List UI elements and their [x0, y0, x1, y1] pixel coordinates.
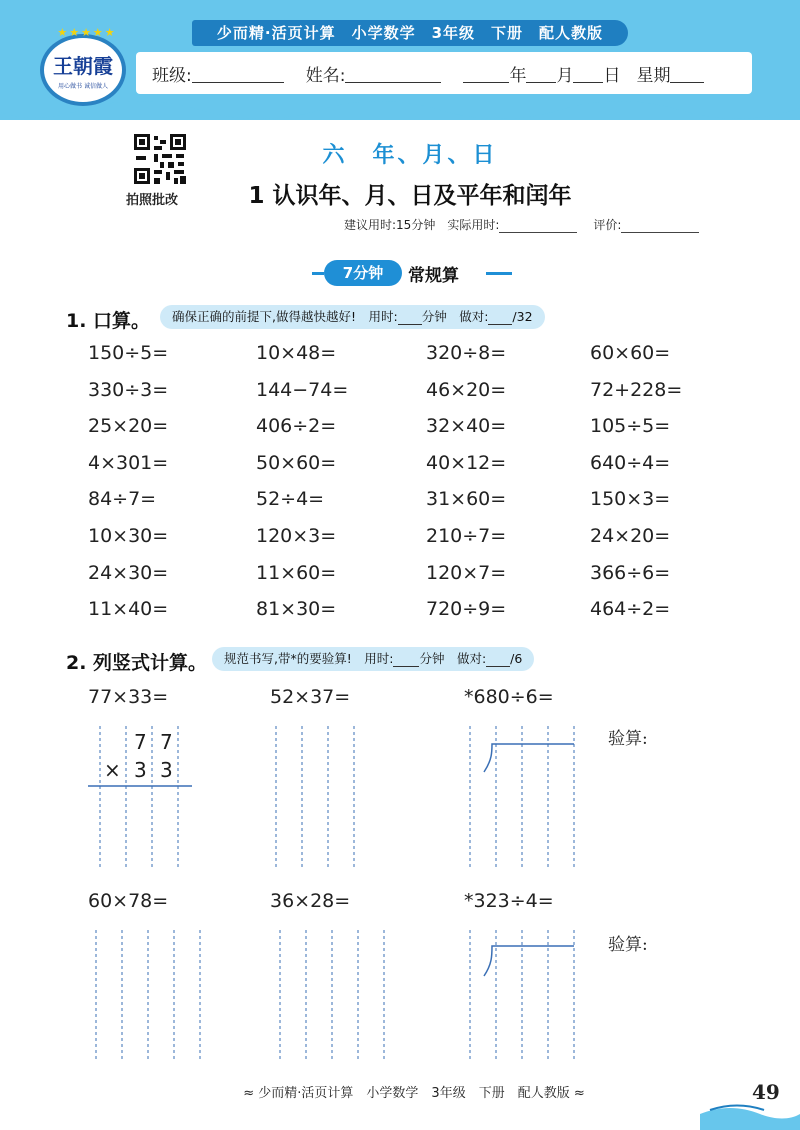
q2-note-total: /6 — [510, 651, 523, 666]
oral-problem: 31×60= — [426, 488, 507, 511]
oral-problem: 10×30= — [88, 525, 169, 547]
oral-problem: 366÷6= — [590, 561, 671, 584]
oral-problem: 210÷7= — [426, 525, 507, 547]
footer-wave — [700, 1104, 800, 1130]
vertical-problem-6: *323÷4= — [464, 890, 554, 912]
q2-note-score-label: 分钟 做对: — [419, 651, 487, 666]
page-number: 49 — [752, 1080, 780, 1104]
oral-problem: 46×20= — [426, 378, 507, 401]
day-label: 日 — [603, 65, 621, 86]
oral-problem: 60×60= — [590, 342, 671, 364]
check-label-1: 验算: — [608, 729, 648, 749]
logo-text: 王朝霞 — [53, 54, 113, 78]
oral-problem: 32×40= — [426, 415, 507, 438]
oral-problem: 25×20= — [88, 415, 169, 438]
vertical-problem-5: 36×28= — [270, 890, 351, 912]
example-bottom-digit-1: 3 — [134, 758, 147, 782]
oral-problem: 150×3= — [590, 488, 671, 511]
vertical-problem-4: 60×78= — [88, 890, 169, 912]
oral-problem: 72+228= — [590, 378, 683, 401]
q1-note-score-label: 分钟 做对: — [421, 309, 489, 324]
vertical-problem-2: 52×37= — [270, 686, 351, 708]
class-label: 班级: — [152, 65, 192, 86]
lesson-title: 1 认识年、月、日及平年和闰年 — [248, 183, 572, 209]
oral-problem: 11×60= — [256, 561, 337, 584]
oral-problem: 11×40= — [88, 598, 169, 621]
oral-problem: 81×30= — [256, 598, 337, 621]
check-label-2: 验算: — [608, 935, 648, 955]
oral-problem: 640÷4= — [590, 451, 671, 474]
logo-subtitle: 用心做书 诚信做人 — [58, 83, 108, 90]
week-label: 星期 — [636, 65, 671, 86]
example-top-digit-2: 7 — [160, 730, 173, 754]
oral-problem: 50×60= — [256, 451, 337, 474]
oral-problem: 105÷5= — [590, 415, 671, 438]
oral-problem: 330÷3= — [88, 378, 169, 401]
oral-problem: 120×7= — [426, 561, 507, 584]
section-name: 常规算 — [408, 266, 459, 286]
example-bottom-digit-2: 3 — [160, 758, 173, 782]
oral-problem: 10×48= — [256, 342, 337, 364]
suggest-time-label: 建议用时:15分钟 实际用时: — [344, 218, 500, 232]
example-operator: × — [104, 758, 121, 782]
logo-stars-icon: ★★★★★ — [57, 26, 117, 39]
q1-title: 1. 口算。 — [66, 310, 151, 332]
q2-title: 2. 列竖式计算。 — [66, 652, 208, 674]
oral-problem: 720÷9= — [426, 598, 507, 621]
footer-series: ≈ 少而精·活页计算 小学数学 3年级 下册 配人教版 ≈ — [243, 1086, 585, 1101]
series-title: 少而精·活页计算 小学数学 3年级 下册 配人教版 — [192, 20, 628, 46]
chapter-title: 六 年、月、日 — [322, 143, 498, 168]
example-top-digit-1: 7 — [134, 730, 147, 754]
oral-problem: 144−74= — [256, 378, 349, 401]
oral-problem: 120×3= — [256, 525, 337, 547]
oral-problem: 150÷5= — [88, 342, 169, 364]
oral-problem: 40×12= — [426, 451, 507, 474]
vertical-problem-1: 77×33= — [88, 686, 169, 708]
name-label: 姓名: — [305, 65, 346, 86]
oral-problem: 24×20= — [590, 525, 671, 547]
oral-problem: 52÷4= — [256, 488, 325, 511]
oral-problem: 464÷2= — [590, 598, 671, 621]
q1-note-total: /32 — [512, 309, 533, 324]
q2-note-instruction: 规范书写,带*的要验算! 用时: — [224, 651, 394, 666]
vertical-problem-3: *680÷6= — [464, 686, 554, 708]
month-label: 月 — [556, 65, 574, 86]
year-label: 年 — [509, 65, 527, 86]
section-minutes-badge: 7分钟 — [324, 260, 402, 286]
division-bracket-1 — [484, 744, 574, 772]
division-bracket-2 — [484, 946, 574, 976]
oral-problem: 24×30= — [88, 561, 169, 584]
work-guide-lines — [96, 726, 574, 1062]
rating-label: 评价: — [593, 218, 622, 232]
qr-label: 拍照批改 — [126, 193, 179, 208]
oral-problem: 4×301= — [88, 451, 169, 474]
oral-problem: 320÷8= — [426, 342, 507, 364]
oral-problem: 84÷7= — [88, 488, 157, 511]
q1-note-instruction: 确保正确的前提下,做得越快越好! 用时: — [172, 309, 398, 324]
oral-problem: 406÷2= — [256, 415, 337, 438]
